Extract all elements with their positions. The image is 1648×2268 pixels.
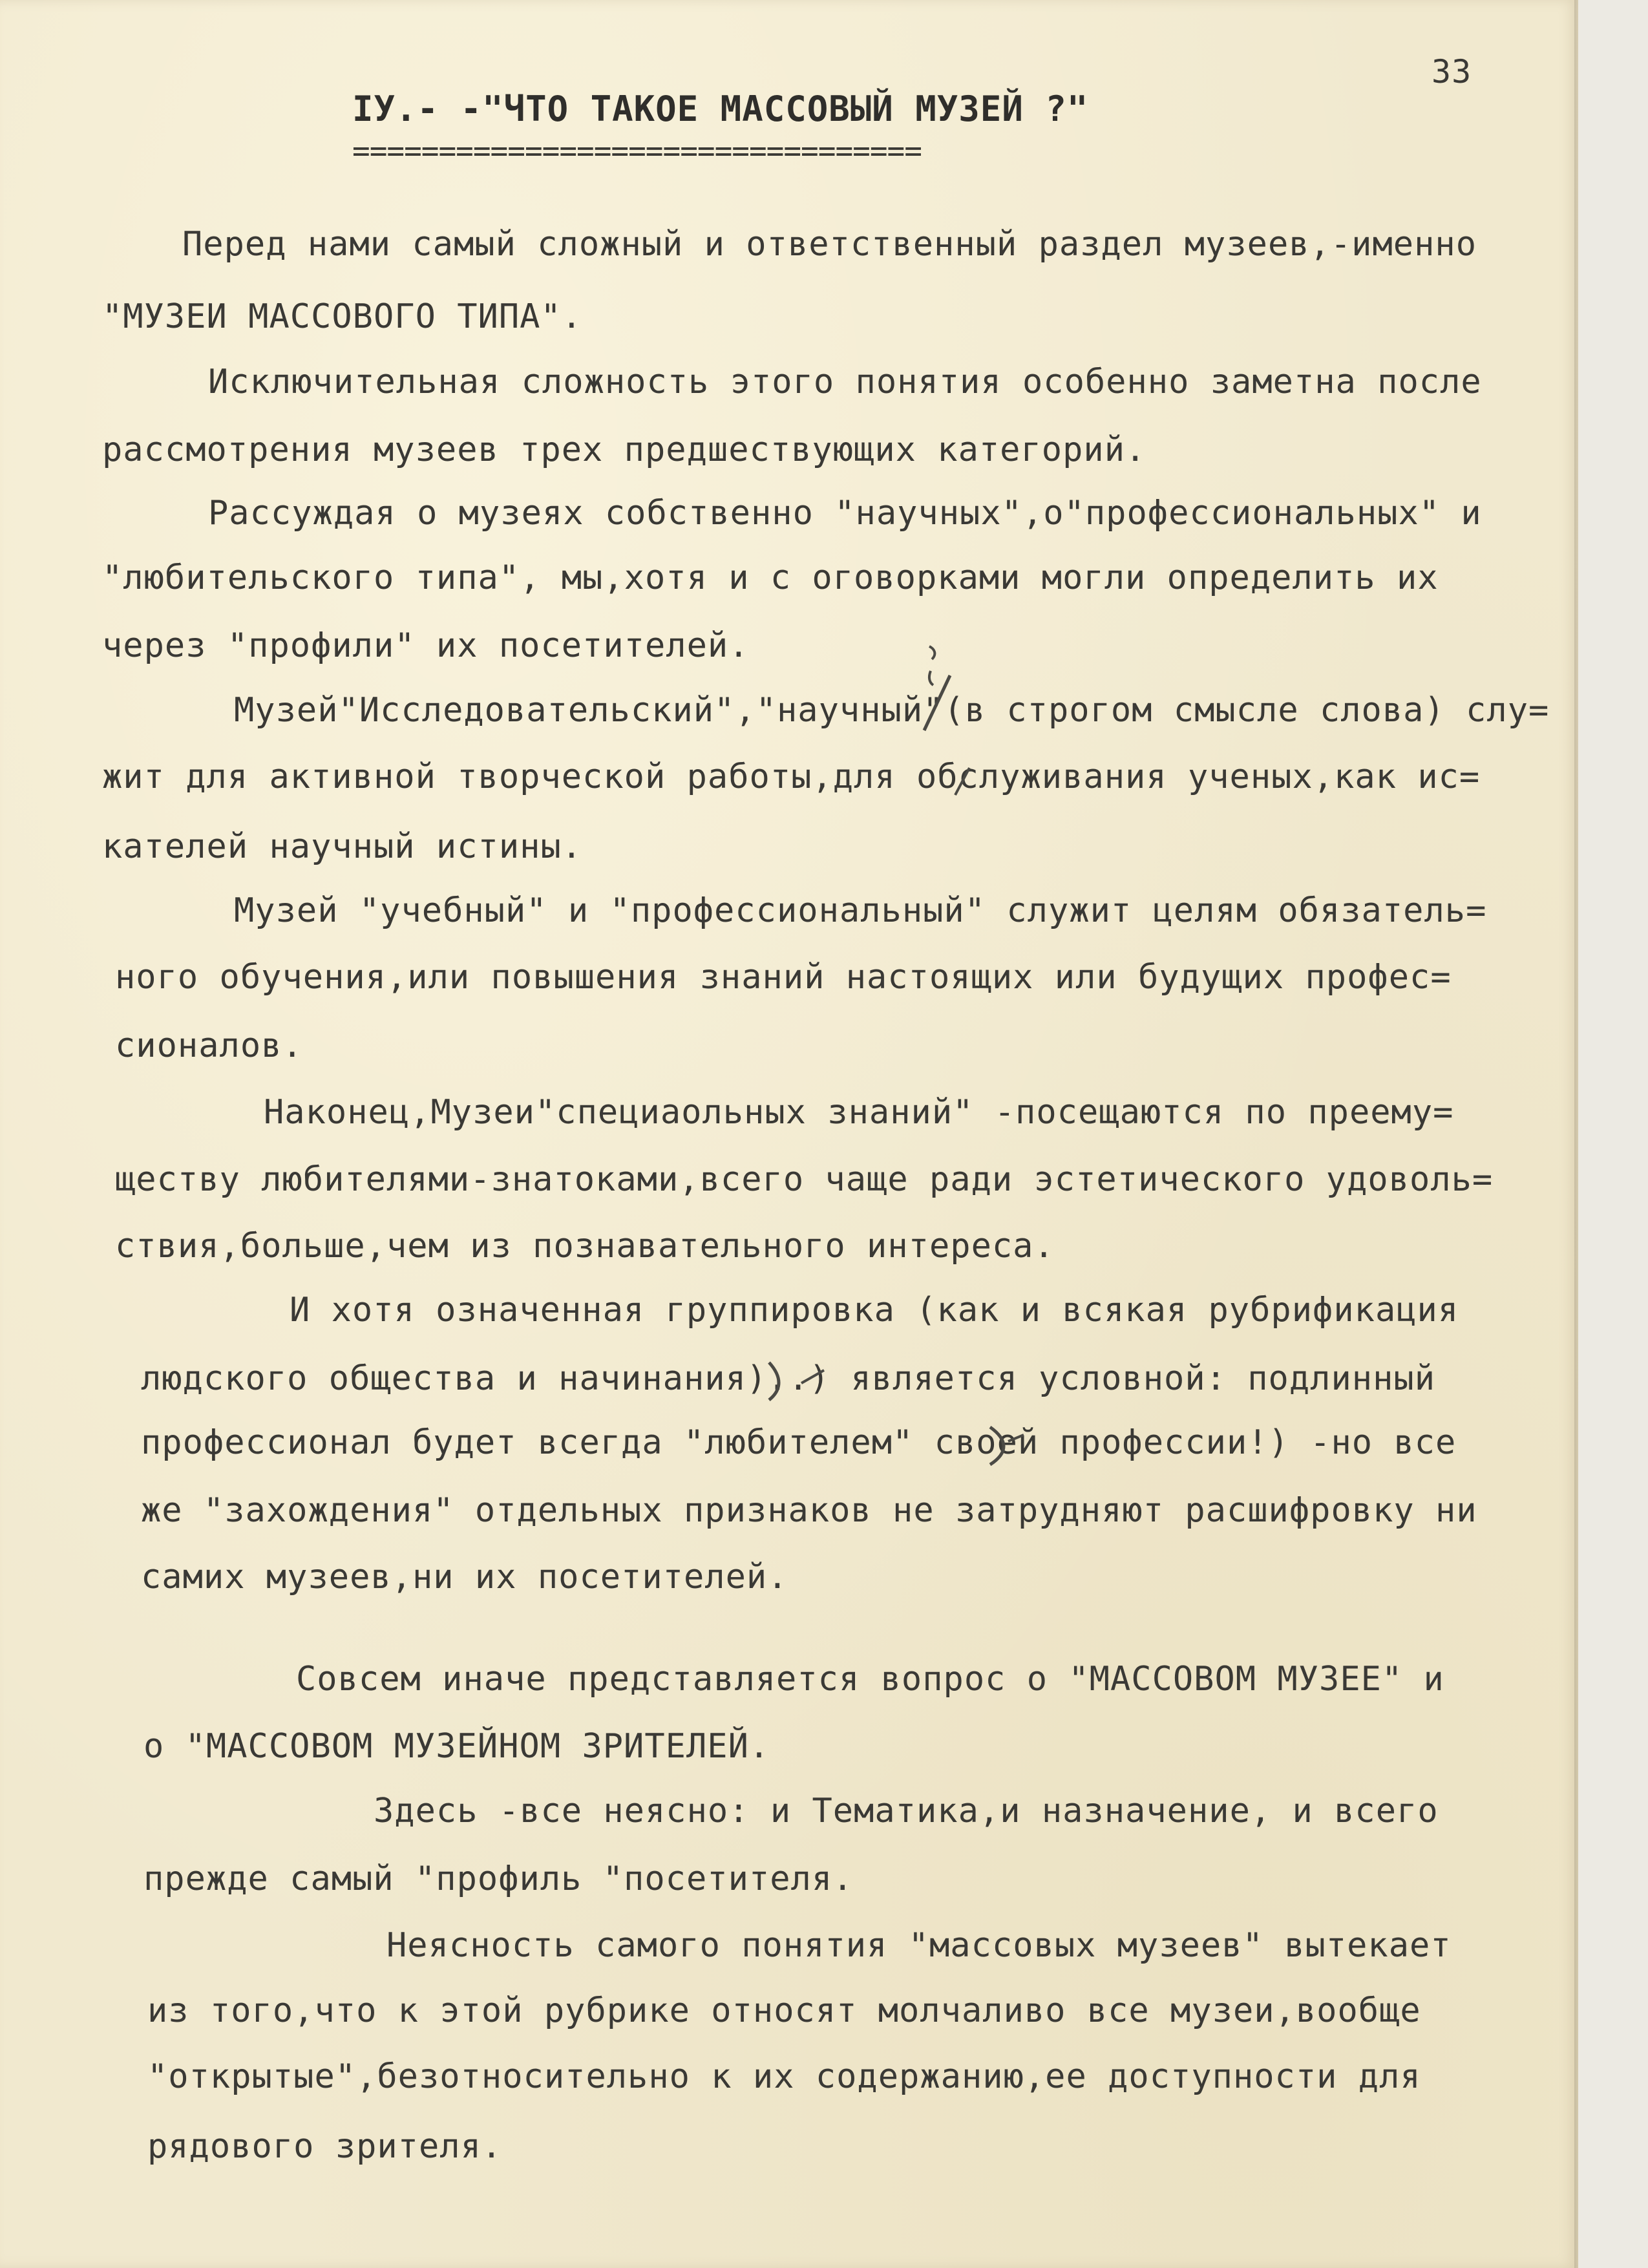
- text-line: "открытые",безотносительно к их содержанию,ее доступности для: [147, 2057, 1421, 2096]
- text-line: самих музеев,ни их посетителей.: [141, 1558, 788, 1596]
- text-line: "любительского типа", мы,хотя и с оговорками могли определить их: [102, 558, 1439, 597]
- text-line: из того,что к этой рубрике относят молчаливо все музеи,вообще: [147, 1991, 1421, 2030]
- text-line: профессионал будет всегда "любителем" своей профессии!) -но все: [141, 1423, 1457, 1462]
- pen-correction-mark: [763, 1357, 847, 1403]
- text-line: ствия,больше,чем из познавательного интереса.: [115, 1227, 1055, 1266]
- pen-correction-mark: [950, 763, 989, 801]
- text-line: Музей "учебный" и "профессиональный" служит целям обязатель=: [234, 891, 1487, 930]
- text-line: прежде самый "профиль "посетителя.: [143, 1860, 854, 1898]
- text-line: о "МАССОВОМ МУЗЕЙНОМ ЗРИТЕЛЕЙ.: [143, 1727, 770, 1766]
- text-line: "МУЗЕИ МАССОВОГО ТИПА".: [102, 297, 583, 336]
- pen-correction-mark: [911, 640, 969, 737]
- text-line: Исключительная сложность этого понятия особенно заметна после: [208, 363, 1482, 401]
- pen-correction-mark: [982, 1422, 1028, 1467]
- text-line: через "профили" их посетителей.: [102, 626, 750, 665]
- text-line: И хотя означенная группировка (как и всякая рубрификация: [290, 1291, 1459, 1330]
- text-line: Рассуждая о музеях собственно "научных",о"профессиональных" и: [208, 494, 1482, 533]
- text-line: людского общества и начинания)..) является условной: подлинный: [141, 1359, 1436, 1398]
- text-line: Наконец,Музеи"специаольных знаний" -посещаются по преему=: [264, 1093, 1454, 1132]
- text-line: кателей научный истины.: [102, 827, 583, 866]
- scan-background-strip: [1578, 0, 1648, 2268]
- heading-underline: =================================: [352, 133, 922, 168]
- text-line: Музей"Исследовательский","научный"(в строгом смысле слова) слу=: [234, 691, 1550, 730]
- text-line: Совсем иначе представляется вопрос о "МАССОВОМ МУЗЕЕ" и: [296, 1660, 1444, 1699]
- section-heading: IУ.- -"ЧТО ТАКОЕ МАССОВЫЙ МУЗЕЙ ?": [352, 89, 1089, 129]
- text-line: же "захождения" отдельных признаков не затрудняют расшифровку ни: [141, 1491, 1477, 1530]
- text-line: рассмотрения музеев трех предшествующих категорий.: [102, 430, 1146, 469]
- text-line: рядового зрителя.: [147, 2127, 503, 2166]
- text-line: ного обучения,или повышения знаний настоящих или будущих профес=: [115, 958, 1452, 997]
- text-line: жит для активной творческой работы,для обслуживания ученых,как ис=: [102, 758, 1481, 796]
- text-line: ществу любителями-знатоками,всего чаще ради эстетического удоволь=: [115, 1160, 1494, 1199]
- page-number: 33: [1431, 53, 1472, 90]
- text-line: Перед нами самый сложный и ответственный раздел музеев,-именно: [182, 225, 1477, 264]
- text-line: Здесь -все неясно: и Тематика,и назначение, и всего: [374, 1792, 1439, 1830]
- text-line: Неясность самого понятия "массовых музеев" вытекает: [386, 1926, 1452, 1965]
- text-line: сионалов.: [115, 1026, 303, 1065]
